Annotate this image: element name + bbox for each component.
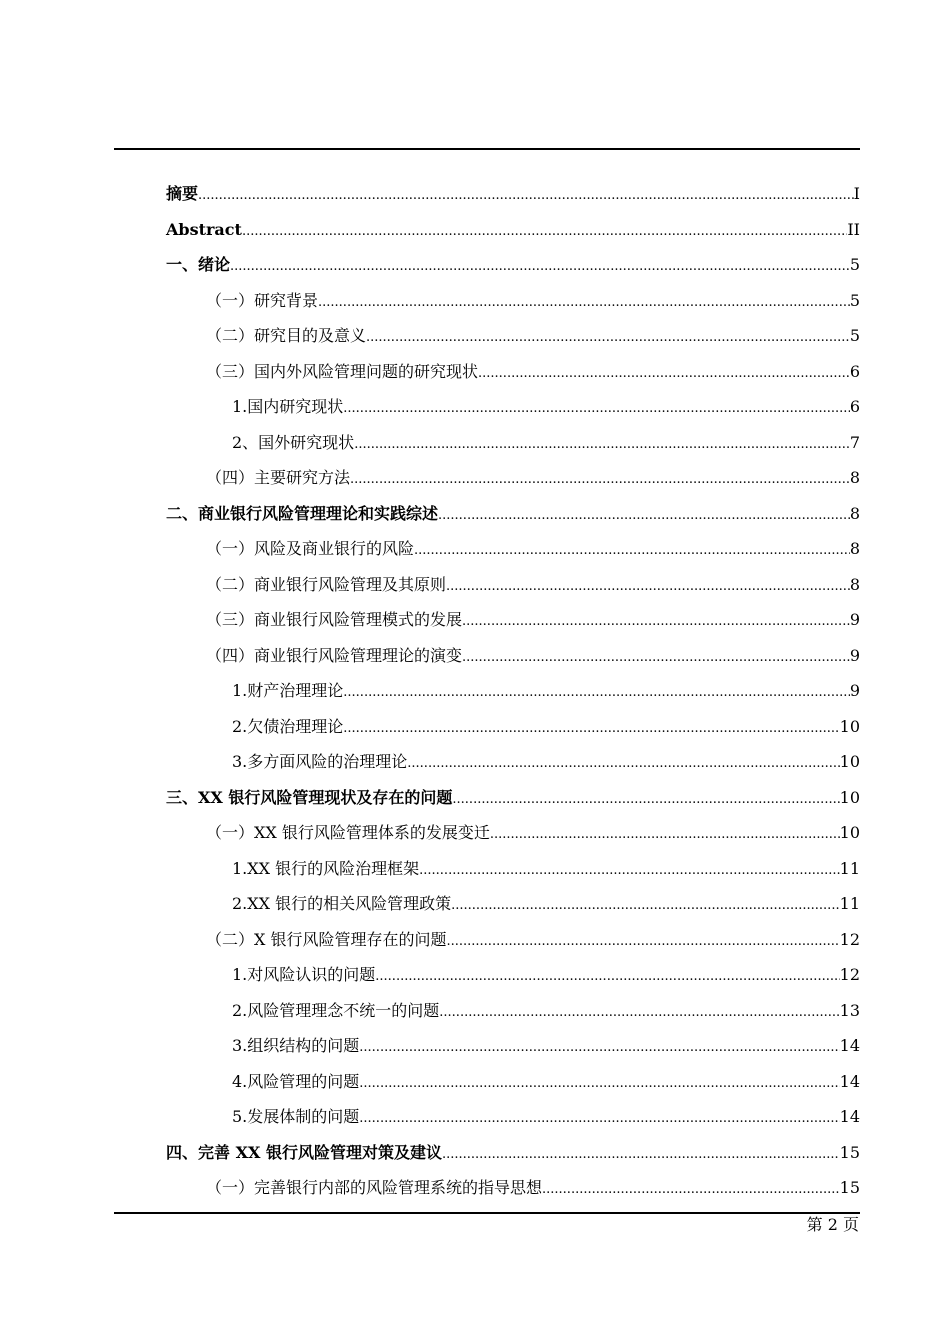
dot-leader — [462, 610, 850, 634]
dot-leader — [407, 752, 839, 776]
toc-entry-page-number: 8 — [849, 539, 860, 558]
toc-entry[interactable] — [166, 1141, 860, 1165]
dot-leader — [242, 220, 847, 244]
toc-entry-title: 四、完善 XX 银行风险管理对策及建议 — [166, 1143, 442, 1162]
toc-entry-title: 摘要 — [166, 184, 199, 203]
toc-entry-page-number: I — [853, 184, 860, 203]
toc-entry[interactable] — [166, 218, 860, 242]
toc-entry-title: （一）XX 银行风险管理体系的发展变迁 — [206, 823, 490, 842]
toc-entry-page-number: 12 — [839, 965, 860, 984]
toc-entry-page-number: 14 — [839, 1036, 860, 1055]
toc-entry-title: 2.XX 银行的相关风险管理政策 — [232, 894, 452, 913]
toc-entry-page-number: 8 — [849, 468, 860, 487]
toc-entry[interactable] — [206, 1176, 860, 1200]
toc-entry-page-number: 13 — [839, 1001, 860, 1020]
dot-leader — [478, 362, 850, 386]
toc-entry-title: 1.财产治理理论 — [232, 681, 344, 700]
dot-leader — [451, 894, 840, 918]
toc-entry-page-number: 14 — [839, 1072, 860, 1091]
dot-leader — [452, 788, 839, 812]
toc-entry-title: 二、商业银行风险管理理论和实践综述 — [166, 504, 439, 523]
toc-entry-title: 1.XX 银行的风险治理框架 — [232, 859, 420, 878]
toc-entry[interactable] — [206, 644, 860, 668]
toc-entry-title: （四）主要研究方法 — [206, 468, 351, 487]
toc-entry-title: Abstract — [166, 220, 242, 239]
toc-entry[interactable] — [166, 786, 860, 810]
toc-entry-page-number: 10 — [839, 752, 860, 771]
toc-entry-title: （三）商业银行风险管理模式的发展 — [206, 610, 463, 629]
dot-leader — [343, 681, 850, 705]
toc-entry[interactable] — [206, 928, 860, 952]
toc-entry-title: 1.国内研究现状 — [232, 397, 344, 416]
toc-entry[interactable] — [232, 395, 860, 419]
toc-entry[interactable] — [206, 573, 860, 597]
toc-entry[interactable] — [232, 892, 860, 916]
toc-entry-page-number: 5 — [849, 291, 860, 310]
toc-entry-page-number: 11 — [839, 859, 860, 878]
toc-entry-title: 3.多方面风险的治理理论 — [232, 752, 408, 771]
toc-entry[interactable] — [166, 182, 860, 206]
toc-entry[interactable] — [206, 608, 860, 632]
toc-entry-title: 一、绪论 — [166, 255, 231, 274]
toc-entry-title: 2.欠债治理理论 — [232, 717, 344, 736]
toc-entry-title: （一）风险及商业银行的风险 — [206, 539, 415, 558]
toc-entry[interactable] — [232, 1105, 860, 1129]
dot-leader — [318, 291, 850, 315]
toc-entry-title: 4.风险管理的问题 — [232, 1072, 360, 1091]
dot-leader — [359, 1107, 839, 1131]
dot-leader — [375, 965, 839, 989]
dot-leader — [446, 575, 850, 599]
toc-entry-page-number: 8 — [849, 575, 860, 594]
dot-leader — [419, 859, 840, 883]
toc-entry-page-number: 14 — [839, 1107, 860, 1126]
dot-leader — [230, 255, 850, 279]
toc-entry-page-number: 10 — [839, 788, 860, 807]
toc-entry[interactable] — [232, 963, 860, 987]
toc-entry-page-number: 9 — [849, 610, 860, 629]
toc-entry-page-number: 6 — [849, 362, 860, 381]
toc-entry-page-number: 9 — [849, 646, 860, 665]
toc-entry-title: （四）商业银行风险管理理论的演变 — [206, 646, 463, 665]
toc-entry[interactable] — [206, 289, 860, 313]
toc-entry-title: 1.对风险认识的问题 — [232, 965, 376, 984]
toc-entry-title: （三）国内外风险管理问题的研究现状 — [206, 362, 479, 381]
dot-leader — [462, 646, 850, 670]
toc-entry[interactable] — [232, 1034, 860, 1058]
toc-entry-title: （二）商业银行风险管理及其原则 — [206, 575, 447, 594]
dot-leader — [359, 1036, 839, 1060]
toc-entry-title: 2、国外研究现状 — [232, 433, 355, 452]
toc-entry-page-number: 15 — [839, 1143, 860, 1162]
toc-entry-title: （一）完善银行内部的风险管理系统的指导思想 — [206, 1178, 543, 1197]
dot-leader — [366, 326, 850, 350]
toc-entry-page-number: 8 — [849, 504, 860, 523]
toc-entry-title: （一）研究背景 — [206, 291, 319, 310]
toc-entry[interactable] — [206, 466, 860, 490]
dot-leader — [542, 1178, 840, 1202]
toc-entry[interactable] — [206, 360, 860, 384]
dot-leader — [442, 1143, 840, 1167]
toc-entry-page-number: 5 — [849, 255, 860, 274]
toc-entry-title: 2.风险管理理念不统一的问题 — [232, 1001, 440, 1020]
toc-entry[interactable] — [206, 537, 860, 561]
dot-leader — [198, 184, 854, 208]
toc-entry-page-number: 7 — [849, 433, 860, 452]
toc-entry[interactable] — [232, 1070, 860, 1094]
toc-entry[interactable] — [166, 253, 860, 277]
dot-leader — [359, 1072, 839, 1096]
dot-leader — [354, 433, 850, 457]
dot-leader — [438, 504, 850, 528]
dot-leader — [446, 930, 839, 954]
toc-entry[interactable] — [232, 750, 860, 774]
toc-entry-page-number: 10 — [839, 823, 860, 842]
toc-entry[interactable] — [232, 715, 860, 739]
toc-entry-title: 3.组织结构的问题 — [232, 1036, 360, 1055]
dot-leader — [414, 539, 850, 563]
toc-entry-page-number: 10 — [839, 717, 860, 736]
toc-entry[interactable] — [232, 999, 860, 1023]
toc-entry-page-number: 15 — [839, 1178, 860, 1197]
footer-rule — [114, 1212, 860, 1214]
page-number: 第 2 页 — [806, 1215, 859, 1234]
toc-entry[interactable] — [232, 679, 860, 703]
toc-entry-page-number: 12 — [839, 930, 860, 949]
toc-entry-page-number: 6 — [849, 397, 860, 416]
dot-leader — [343, 397, 850, 421]
toc-entry-page-number: 5 — [849, 326, 860, 345]
toc-entry[interactable] — [232, 431, 860, 455]
dot-leader — [343, 717, 839, 741]
dot-leader — [439, 1001, 839, 1025]
toc-entry-page-number: 11 — [839, 894, 860, 913]
toc-entry-page-number: 9 — [849, 681, 860, 700]
toc-entry-page-number: II — [847, 220, 860, 239]
toc-entry[interactable] — [232, 857, 860, 881]
toc-entry[interactable] — [166, 502, 860, 526]
toc-entry[interactable] — [206, 324, 860, 348]
dot-leader — [490, 823, 840, 847]
toc-entry-title: 三、XX 银行风险管理现状及存在的问题 — [166, 788, 453, 807]
toc-entry-title: 5.发展体制的问题 — [232, 1107, 360, 1126]
toc-entry[interactable] — [206, 821, 860, 845]
dot-leader — [350, 468, 850, 492]
toc-entry-title: （二）X 银行风险管理存在的问题 — [206, 930, 447, 949]
toc-entry-title: （二）研究目的及意义 — [206, 326, 367, 345]
